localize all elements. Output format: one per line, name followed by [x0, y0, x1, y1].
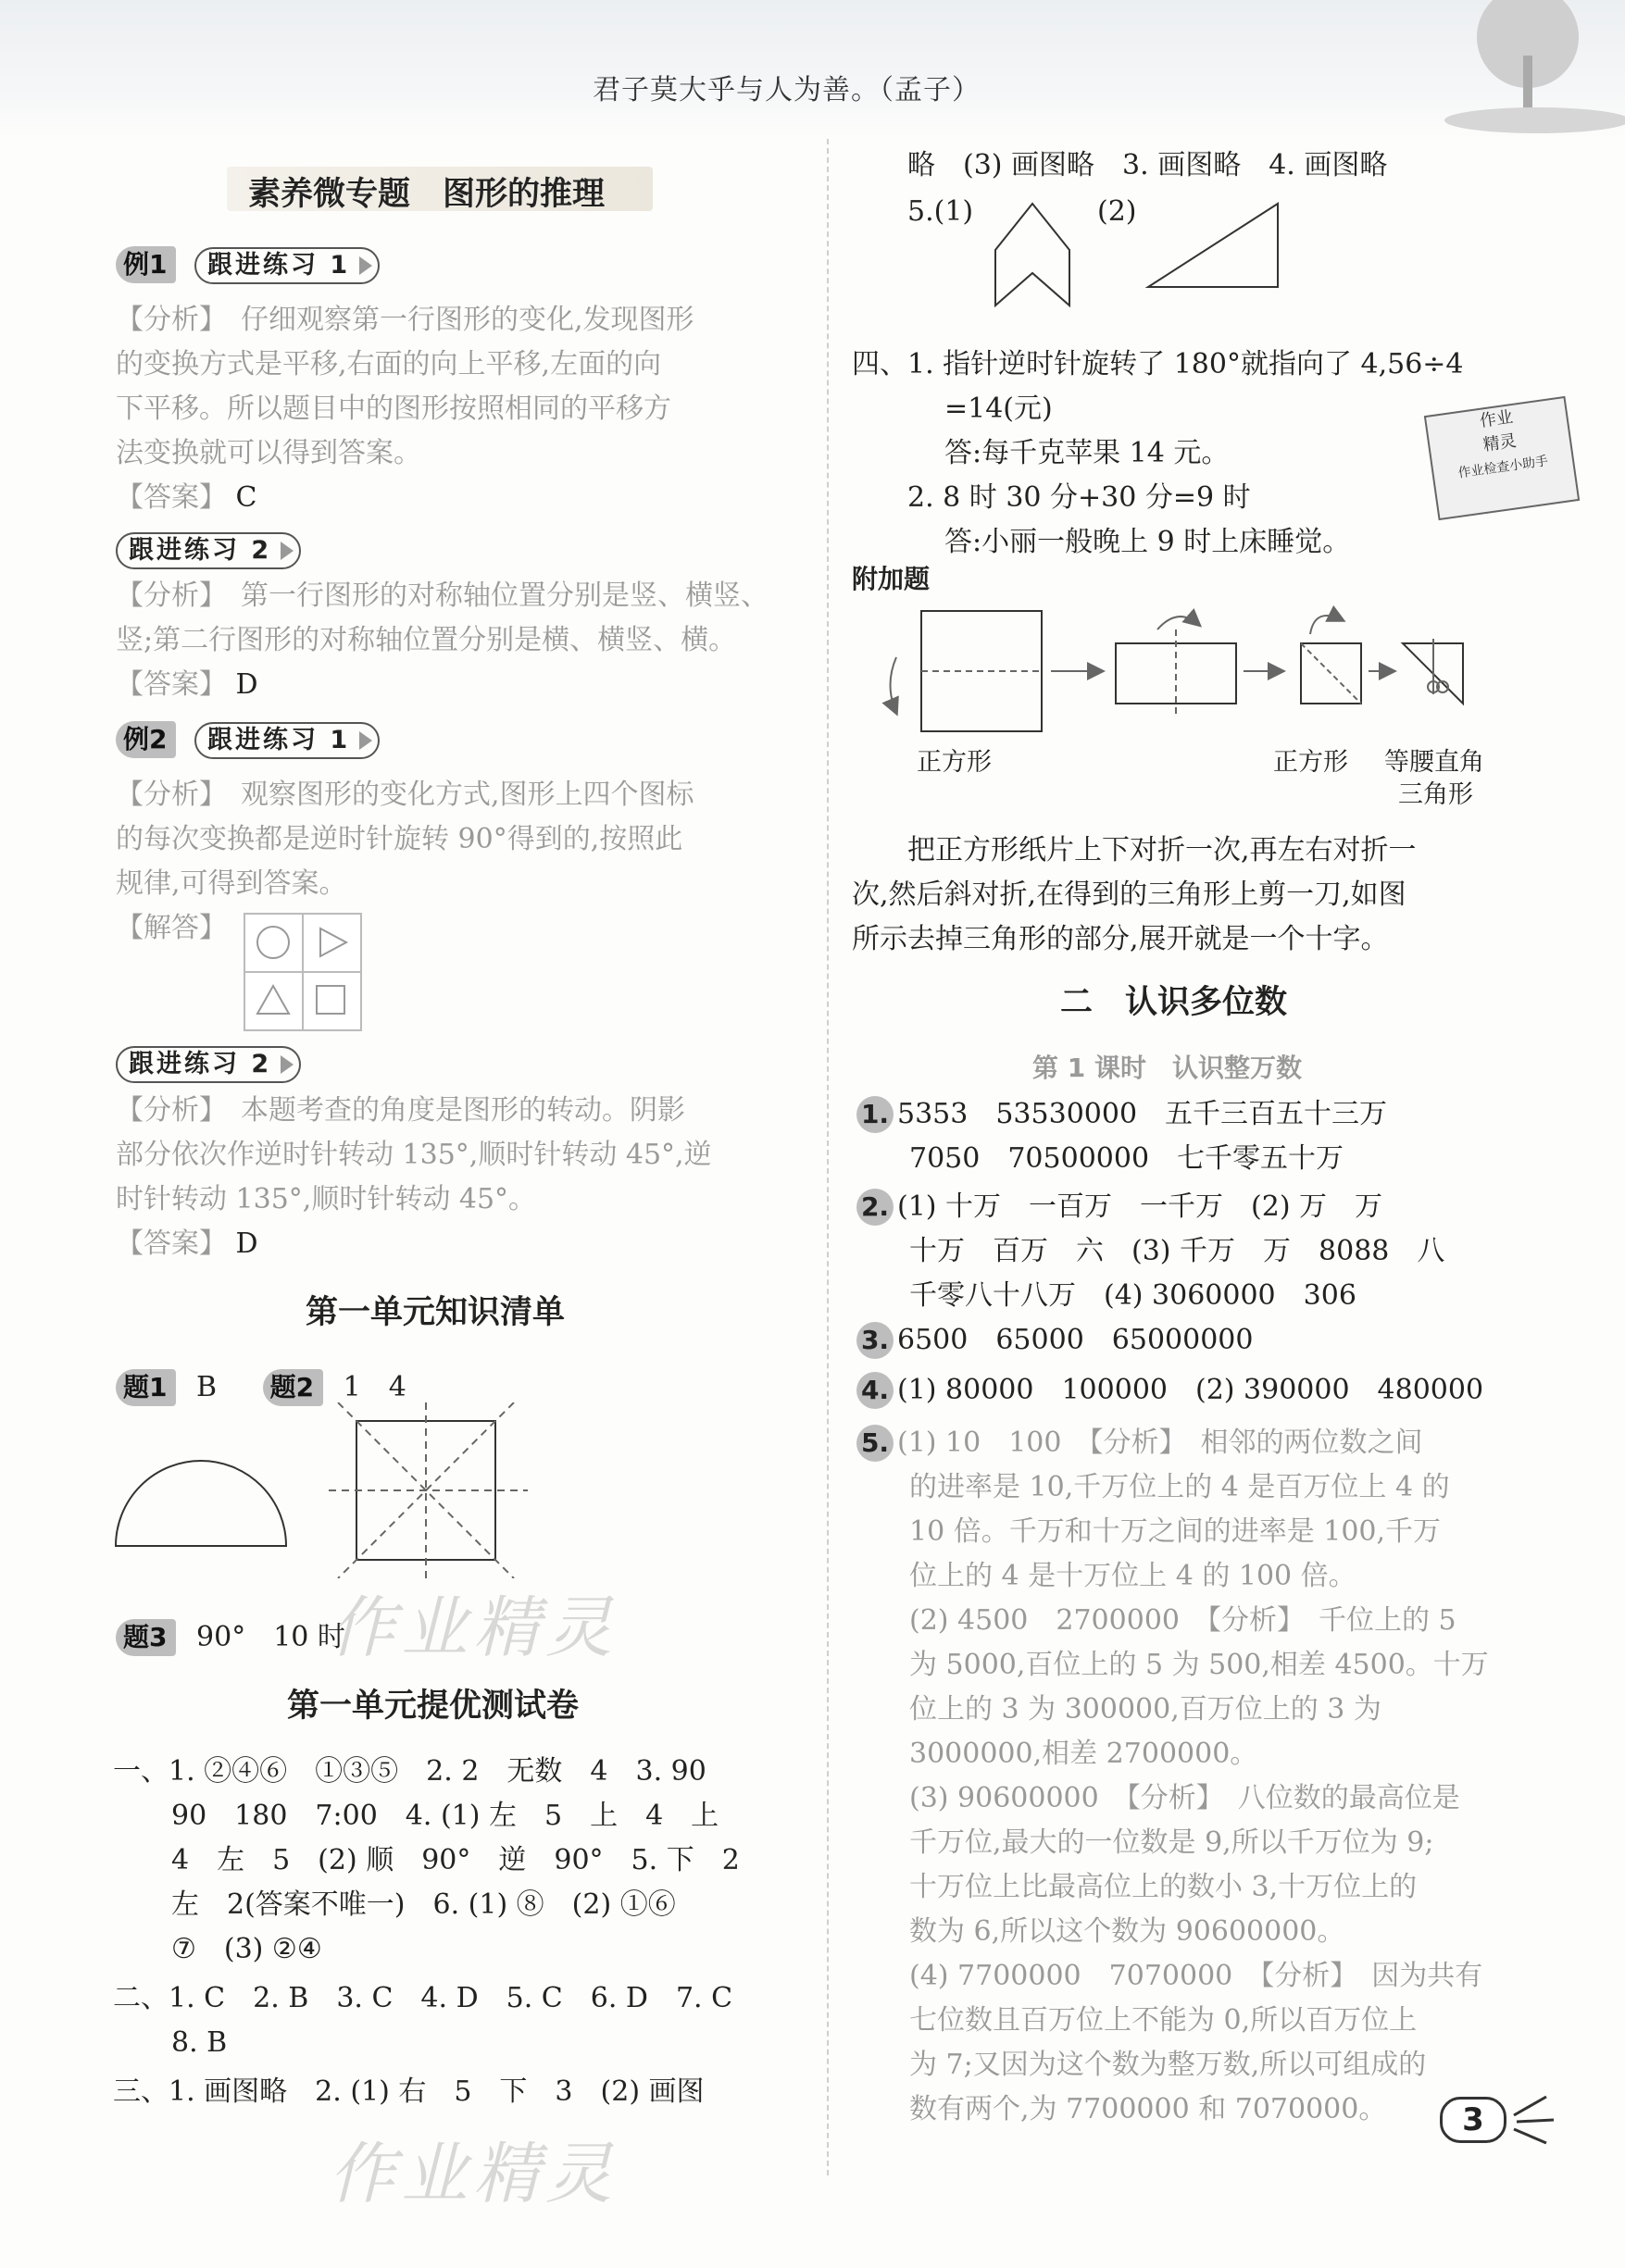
ex1-follow1: 跟进练习 1: [194, 247, 380, 284]
extra-title: 附加题: [852, 564, 931, 594]
ans2-line-3: 千零八十八万 (4) 3060000 306: [909, 1279, 1356, 1312]
ex1-answer-2: 【答案】 D: [116, 668, 258, 701]
watermark: 作业精灵: [329, 1589, 619, 1666]
watermark-2: 作业精灵: [329, 2135, 619, 2212]
solution-grid-diagram: [243, 912, 363, 1032]
semicircle-diagram: [111, 1444, 296, 1555]
ans5-line-9: (3) 90600000 【分析】 八位数的最高位是: [909, 1782, 1460, 1814]
ans1-line-2: 7050 70500000 七千零五十万: [909, 1142, 1344, 1175]
ex2-solve-label: 【解答】: [116, 912, 227, 944]
label-square-2: 正方形: [1273, 748, 1348, 777]
ex1-follow2: 跟进练习 2: [116, 532, 301, 569]
knowledge-title: 第一单元知识清单: [306, 1294, 566, 1331]
lesson-title: 第 1 课时 认识整万数: [1032, 1053, 1302, 1083]
label-square-1: 正方形: [917, 748, 992, 777]
ex1-analysis-1: 【分析】 仔细观察第一行图形的变化,发现图形: [116, 304, 694, 336]
ex1-answer: 【答案】 C: [116, 481, 257, 514]
ex2-follow2-row: [116, 1041, 301, 1086]
test-line-1: 一、1. ②④⑥ ①③⑤ 2. 2 无数 4 3. 90: [113, 1755, 706, 1788]
ex2-b-analysis-1: 【分析】 本题考查的角度是图形的转动。阴影: [116, 1094, 685, 1127]
extra-para-3: 所示去掉三角形的部分,展开就是一个十字。: [852, 923, 1389, 955]
header-motto: 君子莫大乎与人为善。（孟子）: [593, 74, 981, 106]
ex1-tag: 例1: [116, 246, 176, 283]
ex1-follow2-row: [116, 528, 301, 572]
extra-para-2: 次,然后斜对折,在得到的三角形上剪一刀,如图: [852, 879, 1406, 911]
arrow-shape-diagram: [991, 199, 1074, 310]
ex2-analysis-3: 规律,可得到答案。: [116, 867, 347, 900]
test-line-3: 4 左 5 (2) 顺 90° 逆 90° 5. 下 2: [171, 1844, 740, 1876]
ex2-row: [116, 717, 380, 762]
ans5-line-6: 为 5000,百位上的 5 为 500,相差 4500。十万: [909, 1649, 1489, 1681]
r-q5-label-2: (2): [1097, 195, 1137, 228]
r-line-4: =14(元): [944, 393, 1053, 425]
r-line-6: 2. 8 时 30 分+30 分=9 时: [907, 481, 1251, 514]
test-line-6: 二、1. C 2. B 3. C 4. D 5. C 6. D 7. C: [113, 1982, 733, 2014]
ex2-analysis-2: 的每次变换都是逆时针旋转 90°得到的,按照此: [116, 823, 683, 855]
ex1-b-analysis-1: 【分析】 第一行图形的对称轴位置分别是竖、横竖、: [116, 579, 769, 612]
test-line-8: 三、1. 画图略 2. (1) 右 5 下 3 (2) 画图: [113, 2075, 705, 2108]
q2-tag: 题2: [263, 1369, 323, 1406]
ex2-b-analysis-3: 时针转动 135°,顺时针转动 45°。: [116, 1183, 537, 1215]
ans5-line-13: (4) 7700000 7070000 【分析】 因为共有: [909, 1960, 1483, 1992]
unit2-title: 二 认识多位数: [1060, 984, 1288, 1021]
ans2-line-1: 2. (1) 十万 一百万 一千万 (2) 万 万: [856, 1185, 1382, 1229]
ex1-b-analysis-2: 竖;第二行图形的对称轴位置分别是横、横竖、横。: [116, 624, 737, 656]
test-line-5: ⑦ (3) ②④: [171, 1933, 322, 1965]
ex1-analysis-2: 的变换方式是平移,右面的向上平移,左面的向: [116, 348, 662, 380]
test-line-7: 8. B: [171, 2026, 228, 2059]
ex1-row: [116, 243, 380, 287]
ans5-line-11: 十万位上比最高位上的数小 3,十万位上的: [909, 1871, 1418, 1903]
q2-answer: 1 4: [343, 1371, 406, 1403]
r-line-5: 答:每千克苹果 14 元。: [944, 437, 1230, 469]
page-number: 3: [1440, 2097, 1506, 2143]
ex2-tag: 例2: [116, 721, 176, 758]
ex1-analysis-4: 法变换就可以得到答案。: [116, 437, 421, 469]
r-line-7: 答:小丽一般晚上 9 时上床睡觉。: [944, 526, 1351, 558]
folding-diagram: [880, 602, 1472, 750]
ans5-line-4: 位上的 4 是十万位上 4 的 100 倍。: [909, 1560, 1356, 1592]
right-triangle-diagram: [1144, 199, 1282, 292]
r-line-1: 略 (3) 画图略 3. 画图略 4. 画图略: [907, 149, 1388, 181]
ans5-line-16: 数有两个,为 7700000 和 7070000。: [909, 2093, 1387, 2125]
ans5-line-2: 的进率是 10,千万位上的 4 是百万位上 4 的: [909, 1471, 1450, 1503]
ans5-line-15: 为 7;又因为这个数为整万数,所以可组成的: [909, 2049, 1427, 2081]
stamp: 作业 精灵 作业检查小助手: [1424, 396, 1580, 520]
label-triangle-1: 等腰直角: [1384, 748, 1484, 777]
ans3-line: 3. 6500 65000 65000000: [856, 1318, 1253, 1363]
ans5-line-7: 位上的 3 为 300000,百万位上的 3 为: [909, 1693, 1381, 1726]
ans5-line-5: (2) 4500 2700000 【分析】 千位上的 5: [909, 1604, 1456, 1637]
r-line-3: 四、1. 指针逆时针旋转了 180°就指向了 4,56÷4: [852, 348, 1464, 380]
extra-para-1: 把正方形纸片上下对折一次,再左右对折一: [852, 834, 1417, 866]
r-q5-label-1: 5.(1): [907, 195, 974, 228]
column-divider: [827, 139, 829, 2175]
ans4-line: 4. (1) 80000 100000 (2) 390000 480000: [856, 1368, 1483, 1413]
ans5-line-8: 3000000,相差 2700000。: [909, 1738, 1258, 1770]
ex2-analysis-1: 【分析】 观察图形的变化方式,图形上四个图标: [116, 779, 694, 811]
square-axes-diagram: [329, 1402, 532, 1578]
test-line-2: 90 180 7:00 4. (1) 左 5 上 4 上: [171, 1800, 719, 1832]
q1-tag: 题1: [116, 1369, 176, 1406]
page-number-rays-icon: [1509, 2092, 1565, 2148]
ans5-line-12: 数为 6,所以这个数为 90600000。: [909, 1915, 1345, 1948]
ex2-follow2: 跟进练习 2: [116, 1046, 301, 1083]
ex2-b-analysis-2: 部分依次作逆时针转动 135°,顺时针转动 45°,逆: [116, 1139, 712, 1171]
ans2-line-2: 十万 百万 六 (3) 千万 万 8088 八: [909, 1235, 1445, 1267]
q3-row: [116, 1615, 345, 1660]
ans5-line-3: 10 倍。千万和十万之间的进率是 100,千万: [909, 1515, 1442, 1548]
tree-decoration-icon: [1407, 0, 1625, 139]
topic-title: 素养微专题 图形的推理: [248, 176, 606, 213]
test-line-4: 左 2(答案不唯一) 6. (1) ⑧ (2) ①⑥: [171, 1888, 676, 1921]
ans5-line-14: 七位数且百万位上不能为 0,所以百万位上: [909, 2004, 1418, 2037]
label-triangle-2: 三角形: [1398, 780, 1473, 809]
ans5-line-1: 5. (1) 10 100 【分析】 相邻的两位数之间: [856, 1421, 1422, 1465]
test-title: 第一单元提优测试卷: [287, 1688, 580, 1725]
ex2-follow1: 跟进练习 1: [194, 722, 380, 759]
ex1-analysis-3: 下平移。所以题目中的图形按照相同的平移方: [116, 393, 671, 425]
ex2-answer: 【答案】 D: [116, 1227, 258, 1260]
ans5-line-10: 千万位,最大的一位数是 9,所以千万位为 9;: [909, 1826, 1434, 1859]
q3-answer: 90° 10 时: [196, 1621, 345, 1653]
q1-answer: B: [196, 1371, 218, 1403]
q3-tag: 题3: [116, 1619, 176, 1656]
ans1-line-1: 1. 5353 53530000 五千三百五十三万: [856, 1092, 1387, 1137]
